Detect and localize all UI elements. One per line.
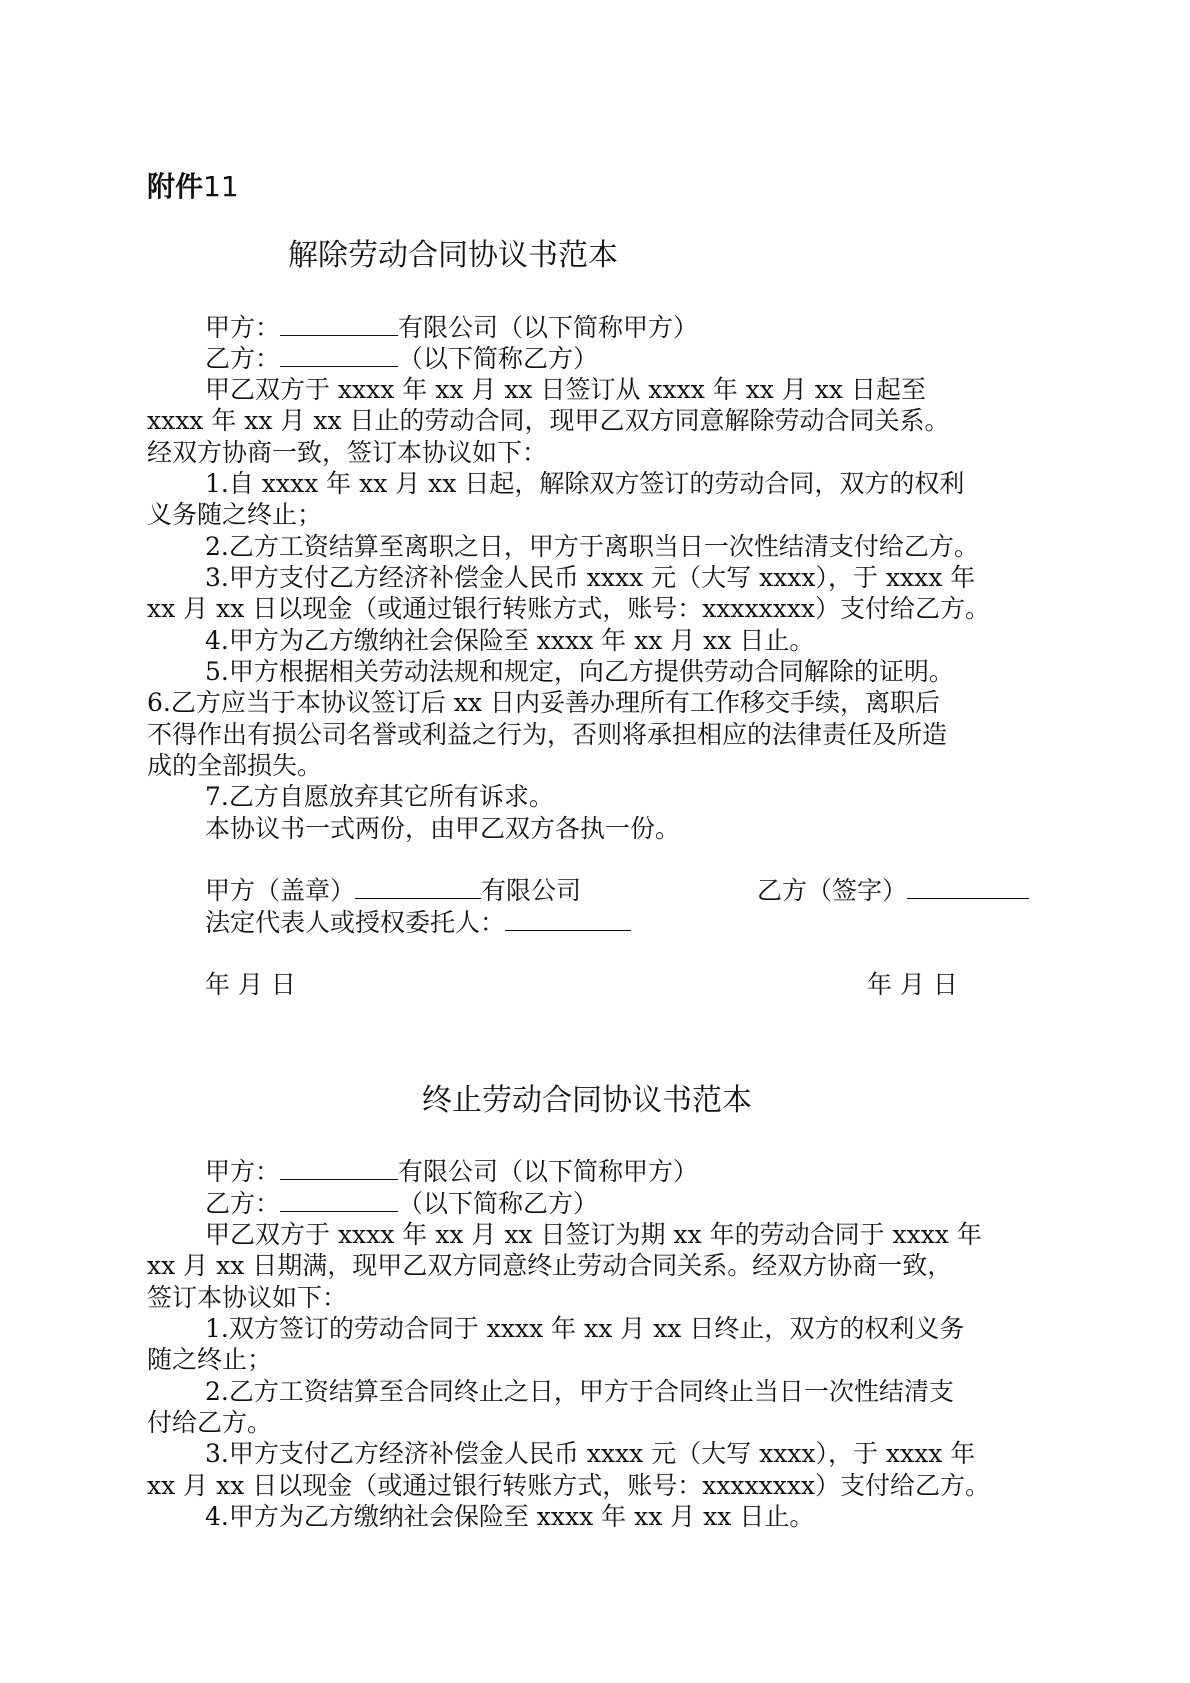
section2-party-a — [205, 1155, 698, 1188]
section1-item-line: 义务随之终止； — [147, 500, 323, 529]
section1-party-a — [205, 311, 698, 344]
section1-item-line: 成的全部损失。 — [147, 751, 323, 780]
section1-item-line: 1.自 xxxx 年 xx 月 xx 日起，解除双方签订的劳动合同，双方的权利 — [205, 469, 965, 498]
attachment-word: 附件 — [147, 170, 204, 203]
section2-intro-line: xx 月 xx 日期满，现甲乙双方同意终止劳动合同关系。经双方协商一致， — [147, 1251, 953, 1280]
section1-item-line: 3.甲方支付乙方经济补偿金人民币 xxxx 元（大写 xxxx），于 xxxx 年 — [205, 563, 976, 592]
sign-a-label: 甲方（盖章） — [205, 876, 356, 905]
section2-item-line: 1.双方签订的劳动合同于 xxxx 年 xx 月 xx 日终止，双方的权利义务 — [205, 1314, 965, 1343]
section1-item-line: xx 月 xx 日以现金（或通过银行转账方式，账号：xxxxxxxx）支付给乙方。 — [147, 594, 991, 623]
rep-label: 法定代表人或授权委托人： — [205, 908, 506, 937]
section1-item-line: 6.乙方应当于本协议签订后 xx 日内妥善办理所有工作移交手续，离职后 — [147, 688, 940, 717]
section1-intro-line: 甲乙双方于 xxxx 年 xx 月 xx 日签订从 xxxx 年 xx 月 xx 日起至 — [205, 375, 926, 404]
section1-party-b — [205, 342, 598, 375]
section2-title: 终止劳动合同协议书范本 — [422, 1083, 752, 1118]
section2-intro-line: 甲乙双方于 xxxx 年 xx 月 xx 日签订为期 xx 年的劳动合同于 xxxx 年 — [205, 1220, 982, 1249]
section1-item-line: 5.甲方根据相关劳动法规和规定，向乙方提供劳动合同解除的证明。 — [205, 657, 954, 686]
attachment-label — [147, 165, 239, 205]
representative-line — [205, 906, 631, 939]
party-b-label: 乙方： — [205, 1189, 281, 1218]
party-b-label: 乙方： — [205, 344, 281, 373]
section1-intro-line: 经双方协商一致，签订本协议如下： — [147, 438, 548, 467]
section2-item-line: xx 月 xx 日以现金（或通过银行转账方式，账号：xxxxxxxx）支付给乙方。 — [147, 1471, 991, 1500]
party-a-label: 甲方： — [205, 313, 281, 342]
date-right: 年 月 日 — [867, 970, 958, 999]
sign-a-blank[interactable] — [355, 876, 481, 899]
party-b-blank[interactable] — [280, 344, 398, 367]
section1-intro-line: xxxx 年 xx 月 xx 日止的劳动合同，现甲乙双方同意解除劳动合同关系。 — [147, 406, 950, 435]
section1-item-line: 4.甲方为乙方缴纳社会保险至 xxxx 年 xx 月 xx 日止。 — [205, 626, 815, 655]
sign-a-suffix: 有限公司 — [481, 876, 582, 905]
section1-item-line: 不得作出有损公司名誉或利益之行为，否则将承担相应的法律责任及所造 — [147, 720, 948, 749]
party-a-suffix: 有限公司（以下简称甲方） — [398, 313, 699, 342]
section2-intro-line: 签订本协议如下： — [147, 1283, 348, 1312]
party-b-blank[interactable] — [280, 1189, 398, 1212]
section2-item-line: 付给乙方。 — [147, 1408, 273, 1437]
section1-item-line: 7.乙方自愿放弃其它所有诉求。 — [205, 782, 554, 811]
rep-blank[interactable] — [505, 908, 631, 931]
section1-title: 解除劳动合同协议书范本 — [288, 238, 618, 273]
party-a-suffix: 有限公司（以下简称甲方） — [398, 1157, 699, 1186]
party-a-blank[interactable] — [280, 1157, 398, 1180]
signature-party-a — [205, 874, 581, 907]
party-a-blank[interactable] — [280, 313, 398, 336]
section2-party-b — [205, 1187, 598, 1220]
section2-item-line: 4.甲方为乙方缴纳社会保险至 xxxx 年 xx 月 xx 日止。 — [205, 1502, 815, 1531]
section1-item-line: 2.乙方工资结算至离职之日，甲方于离职当日一次性结清支付给乙方。 — [205, 532, 979, 561]
section2-item-line: 3.甲方支付乙方经济补偿金人民币 xxxx 元（大写 xxxx），于 xxxx 年 — [205, 1439, 976, 1468]
party-b-suffix: （以下简称乙方） — [398, 344, 599, 373]
party-a-label: 甲方： — [205, 1157, 281, 1186]
section2-item-line: 随之终止； — [147, 1345, 273, 1374]
date-left: 年 月 日 — [205, 970, 296, 999]
signature-party-b — [757, 874, 1029, 907]
section1-item-line: 本协议书一式两份，由甲乙双方各执一份。 — [205, 814, 681, 843]
attachment-number: 11 — [203, 170, 239, 203]
party-b-suffix: （以下简称乙方） — [398, 1189, 599, 1218]
section2-item-line: 2.乙方工资结算至合同终止之日，甲方于合同终止当日一次性结清支 — [205, 1377, 954, 1406]
sign-b-blank[interactable] — [907, 876, 1029, 899]
sign-b-label: 乙方（签字） — [757, 876, 908, 905]
